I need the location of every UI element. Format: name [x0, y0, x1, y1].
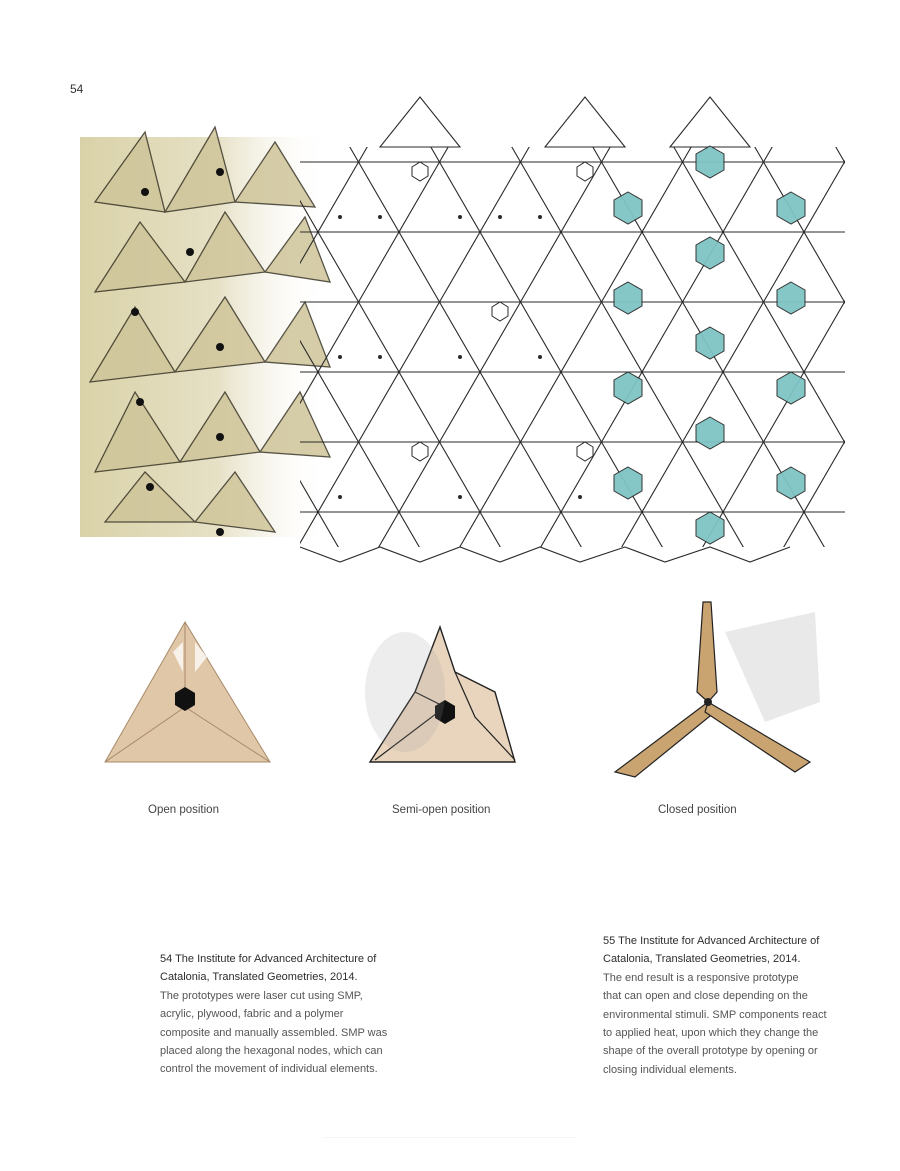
semi-open-position-label: Semi-open position [392, 804, 491, 816]
caption-54-title-line2: Catalonia, Translated Geometries, 2014. [160, 971, 358, 984]
footer-divider [325, 1137, 575, 1138]
triangular-tessellation-drawing [75, 92, 850, 570]
caption-54-body-line: placed along the hexagonal nodes, which can [160, 1045, 383, 1058]
caption-55-body-line: environmental stimuli. SMP components react [603, 1008, 827, 1021]
pattern-figure [75, 92, 850, 570]
caption-54-body-line: The prototypes were laser cut using SMP, [160, 989, 363, 1002]
caption-55-body-line: The end result is a responsive prototype [603, 971, 799, 984]
caption-55-title-line1: 55 The Institute for Advanced Architecture of [603, 935, 820, 947]
semi-open-module-illustration [365, 627, 515, 762]
module-positions-photo [75, 582, 860, 792]
caption-55 [603, 932, 873, 1079]
caption-55-body-line: that can open and close depending on the [603, 990, 808, 1003]
open-module-illustration [105, 622, 270, 762]
caption-54 [160, 950, 430, 1079]
closed-position-label: Closed position [658, 804, 737, 816]
caption-54-body-line: composite and manually assembled. SMP was [160, 1026, 388, 1039]
open-position-label: Open position [148, 804, 219, 816]
caption-55-body-line: to applied heat, upon which they change the [603, 1027, 819, 1040]
caption-55-body-line: closing individual elements. [603, 1063, 737, 1076]
page-number: 54 [70, 82, 84, 96]
closed-module-illustration [615, 602, 820, 777]
caption-54-body-line: acrylic, plywood, fabric and a polymer [160, 1008, 344, 1021]
caption-55-body-line: shape of the overall prototype by opening or [603, 1045, 818, 1058]
caption-54-title-line1: 54 The Institute for Advanced Architecture of [160, 953, 377, 965]
caption-54-body-line: control the movement of individual elements. [160, 1063, 378, 1076]
caption-55-title-line2: Catalonia, Translated Geometries, 2014. [603, 953, 801, 966]
